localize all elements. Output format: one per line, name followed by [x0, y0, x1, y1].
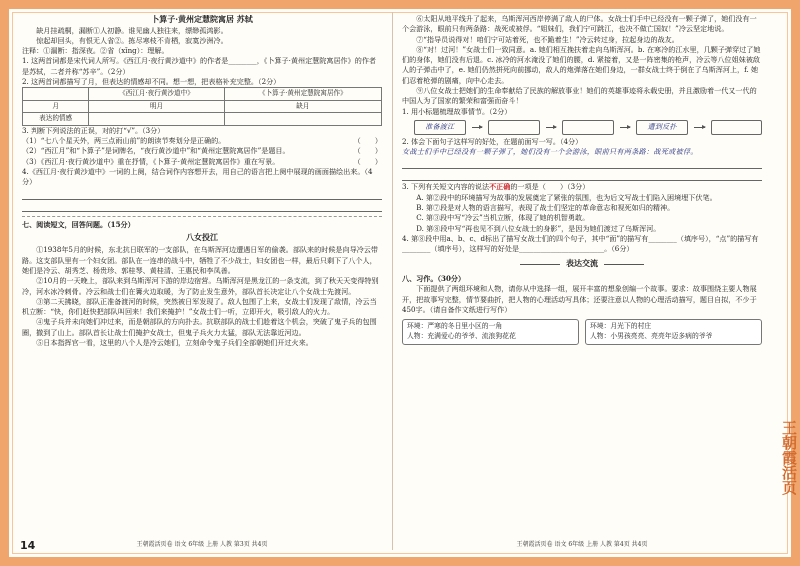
flow-box[interactable]: 遭到反扑 — [636, 120, 688, 135]
story-paragraph: ⑧“对！过河！”女战士们一致同意。a. 她们相互挽扶着走向乌斯浑河。b. 在寒冷的江水里，几颗子弹穿过了她们的身体，她们没有后退。c. 冰冷的河水淹没了她们的腰，d. 紧接着，又是一阵密集的枪声，冷云等八位姐妹被敌人的子弹击中了，e. 她们仍然拼死向前挪动，敌人的炮弹落在她们身边，一群女战士终于倒在了乌斯浑河上，f. 她们忍着枪弹的剧痛，向中心走去。 — [402, 44, 761, 85]
option-d: D. 第⑧段中写“再也见不到八位女战士的身影”，是因为她们渡过了乌斯浑河。 — [416, 223, 661, 233]
story-paragraph: ⑥太阳从地平线升了起来，乌斯浑河西岸停满了敌人的尸体。女战士们手中已经没有一颗子弹了，她们没有一个会游泳，眼前只有两条路：战死或被俘。“姐妹们，我们宁可跳江，也决不做亡国奴！”冷云坚定地说。 — [402, 14, 757, 34]
table-cell — [23, 88, 89, 101]
question-4: 4.《西江月·夜行黄沙道中》一词的上阕，结合词作内容想开去，用自己的语言把上阕中展现的画面描绘出来。（4分） — [22, 167, 373, 187]
story-paragraph: ⑦“指导员说得对！咱们宁可站着死，也不跪着生！”冷云转过身，拉起身边的战友。 — [416, 34, 679, 44]
section-banner: 表达交流 — [402, 258, 762, 270]
answer-line[interactable] — [402, 170, 762, 181]
flow-box[interactable] — [711, 120, 763, 135]
page-footer: 王朝霞活页卷 语文 6年级 上册 人教 第4页 共4页 — [516, 541, 648, 549]
flow-box[interactable] — [488, 120, 540, 135]
table-row — [23, 100, 382, 113]
flow-box[interactable] — [562, 120, 614, 135]
question-r4: 4. 第⑧段中用a、b、c、d标出了描写女战士们的四个句子，其中“面”的描写有________（填序号），“点”的描写有________（填序号），这样写的好处是________________________。（6分） — [402, 233, 759, 254]
table-cell: 缺月 — [224, 100, 381, 113]
question-r3: 3. 下列有关短文内容的说法不正确的一项是（ ）（3分） — [402, 182, 590, 192]
section-7-heading: 七、阅读短文，回答问题。（15分） — [22, 219, 135, 229]
arrow-right-icon — [694, 127, 705, 128]
answer-bracket[interactable]: （ ） — [353, 146, 382, 156]
flow-box[interactable]: 准备渡江 — [414, 120, 466, 135]
answer-bracket[interactable]: （ ） — [353, 156, 382, 166]
table-cell: 月 — [23, 100, 89, 113]
story-paragraph: ③第二天拂晓，部队正准备渡河的时候，突然被日军发现了。敌人包围了上来，女战士们发现了敌情，冷云当机立断：“快，你们赶快把部队叫回来！我们来掩护！”女战士们一听，立即开火，吸引敌人的火力。 — [22, 296, 377, 317]
left-page — [20, 14, 382, 553]
section-separator — [22, 216, 382, 217]
question-2: 2. 这两首词都描写了月，但表达的情感却不同。想一想，把表格补充完整。（2分） — [22, 77, 281, 86]
arrow-right-icon — [620, 127, 631, 128]
arrow-right-icon — [546, 127, 557, 128]
essay-option-1[interactable] — [402, 319, 579, 345]
right-page — [402, 14, 762, 549]
story-paragraph: ④鬼子兵并未向她们冲过来，而是朝部队的方向扑去。抗联部队的战士们趁着这个机会，突破了鬼子兵的包围圈，撤到了山上。部队首长让战士们掩护女战士，但鬼子兵火力太猛，部队无法靠近河边。 — [22, 317, 377, 337]
story-title: 八女投江 — [186, 231, 218, 242]
option-b: B. 第⑦段是对人物的语言描写，表现了战士们坚定的革命意志和视死如归的精神。 — [416, 202, 675, 212]
story-paragraph: ⑨八位女战士把她们的生命奉献给了民族的解放事业！她们的英雄事迹将永载史册，并且激励着一代又一代的中国人为了国家的繁荣和富强而奋斗！ — [402, 85, 757, 106]
emotion-table — [22, 87, 382, 126]
answer-line[interactable] — [22, 201, 382, 212]
brand-logo: 王朝霞活页 — [780, 420, 798, 495]
handwritten-sentence: 女战士们手中已经没有一颗子弹了，她们没有一个会游泳，眼前只有两条路：战死或被俘。 — [402, 147, 698, 157]
page-footer: 王朝霞活页卷 语文 6年级 上册 人教 第3页 共4页 — [136, 541, 268, 549]
story-paragraph: ①1938年5月的时候，东北抗日联军的一支部队，在乌斯浑河边遭遇日军的偷袭。部队来的时候是向导冷云带路。这支部队里有一个妇女团。部队在一连串的战斗中，牺牲了不少战士，妇女团也一样，最后只剩下了八个人，她们是冷云、胡秀芝、杨贵珍、郭桂琴、黄桂清、王惠民和李凤善。 — [22, 245, 378, 276]
question-r2: 2. 体会下面句子这样写的好处，在题前面写一写。（4分） — [402, 136, 583, 146]
answer-line[interactable] — [22, 189, 382, 200]
essay-options — [402, 319, 762, 345]
answer-bracket[interactable]: （ ） — [353, 136, 382, 146]
essay-prompt: 下面提供了两组环境和人物，请你从中选择一组，展开丰富的想象创编一个故事。要求：故事围绕主要人物展开，把故事写完整，情节要曲折，把人物的心理活动写具体；还要注意以人物的心理活动描写，题目自拟，不少于450字。（请自备作文纸进行写作） — [402, 284, 757, 314]
answer-line[interactable] — [402, 158, 762, 169]
option-c: C. 第③段中写“冷云”当机立断，体现了她的机智勇敢。 — [416, 213, 590, 223]
table-cell: 明月 — [89, 100, 224, 113]
table-cell: 《卜算子·黄州定慧院寓居作》 — [224, 88, 381, 101]
judge-item: （2）“西江月”和“卜算子”是词牌名，“夜行黄沙道中”和“黄州定慧院寓居作”是题目。 （ ） — [22, 146, 382, 156]
poem-line-1: 缺月挂疏桐，漏断①人初静。谁见幽人独往来，缥缈孤鸿影。 — [36, 25, 228, 35]
table-cell: 表达的情感 — [23, 113, 89, 126]
table-row — [23, 113, 382, 126]
judge-item: （1）“七八个星天外，两三点雨山前”的朗读节奏划分是正确的。 （ ） — [22, 136, 382, 146]
essay-option-2[interactable] — [585, 319, 762, 345]
page-number: 14 — [20, 539, 36, 553]
table-cell: 《西江月·夜行黄沙道中》 — [89, 88, 224, 101]
answer-cell[interactable] — [224, 113, 381, 126]
poem-notes: 注释：①漏断：指深夜。②省（xǐng）：理解。 — [22, 46, 169, 56]
answer-cell[interactable] — [89, 113, 224, 126]
story-paragraph: ⑤日本指挥官一看，这里的八个人是冷云她们，立刻命令鬼子兵们全部朝她们开过火来。 — [36, 338, 313, 348]
arrow-right-icon — [472, 127, 483, 128]
table-row — [23, 88, 382, 101]
poem-title: 卜算子·黄州定慧院寓居 苏轼 — [151, 14, 253, 24]
question-3: 3. 判断下列说法的正误，对的打“√”。（3分） — [22, 125, 165, 135]
judge-item: （3）《西江月·夜行黄沙道中》重在抒情，《卜算子·黄州定慧院寓居作》重在写景。 （ ） — [22, 156, 382, 166]
story-paragraph: ②10月的一天晚上，部队来到乌斯浑河下游的岸边宿营。乌斯浑河是黑龙江的一条支流，到了秋天天变得特别冷，河水冰冷刺骨。冷云和战士们在篝火边取暖，为了防止发生意外，部队首长决定让八个女战士先渡河。 — [22, 276, 379, 296]
question-r1: 1. 用小标题梳理故事情节。（2分） — [402, 106, 512, 116]
option-env: 环境：严寒的冬日里小区的一角 — [407, 322, 503, 331]
poem-line-2: 惊起却回头，有恨无人省②。拣尽寒枝不肯栖，寂寞沙洲冷。 — [36, 35, 228, 45]
section-8-heading: 八、习作。（30分） — [402, 273, 466, 283]
page-divider — [392, 12, 393, 550]
option-env: 环境：月光下的村庄 — [590, 322, 652, 331]
plot-flow — [414, 120, 762, 135]
option-person: 人物：充满爱心的爷爷、流浪狗花花 — [407, 331, 516, 340]
option-person: 人物：小男孩亮亮、亮亮年迈多病的爷爷 — [590, 331, 713, 340]
question-1: 1. 这两首词都是宋代词人所写。《西江月·夜行黄沙道中》的作者是________，《卜算子·黄州定慧院寓居作》的作者是苏轼，二者并称“苏辛”。（2分） — [22, 56, 377, 76]
option-a: A. 第②段中的环境描写为故事的发展奠定了紧张的氛围，也为后文写战士们陷入困境埋下伏笔。 — [416, 192, 717, 202]
